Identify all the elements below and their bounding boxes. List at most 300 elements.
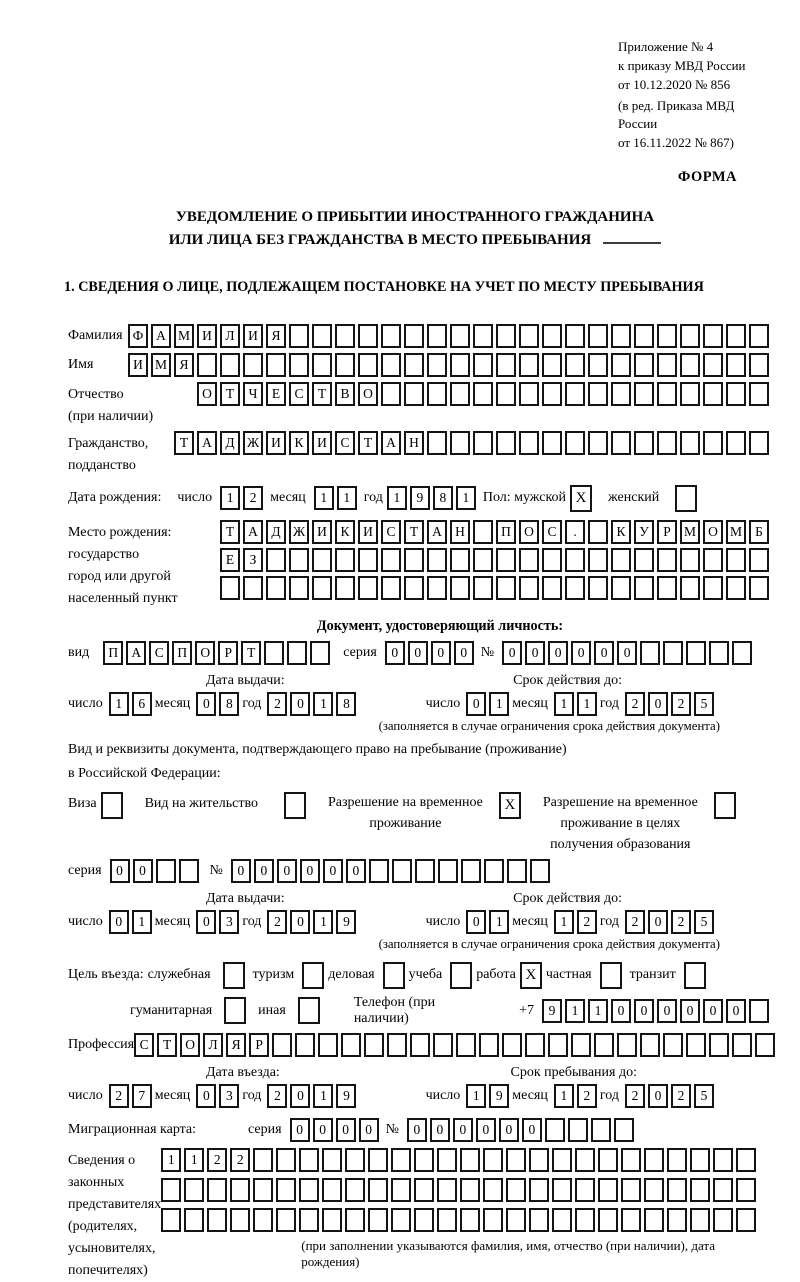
char-cell[interactable]: 0 <box>680 999 700 1023</box>
char-cell[interactable] <box>506 1148 526 1172</box>
char-cell[interactable] <box>726 382 746 406</box>
char-cell[interactable] <box>611 431 631 455</box>
char-cell[interactable]: 2 <box>230 1148 250 1172</box>
char-cell[interactable]: Н <box>404 431 424 455</box>
char-cell[interactable]: 5 <box>694 692 714 716</box>
char-cell[interactable] <box>542 324 562 348</box>
checkbox-humanitarian[interactable] <box>224 997 246 1024</box>
char-cell[interactable] <box>220 576 240 600</box>
char-cell[interactable] <box>548 1033 568 1057</box>
char-cell[interactable] <box>461 859 481 883</box>
char-cell[interactable] <box>657 548 677 572</box>
char-cell[interactable] <box>368 1148 388 1172</box>
char-cell[interactable] <box>161 1208 181 1232</box>
char-cell[interactable] <box>266 548 286 572</box>
char-cell[interactable]: М <box>174 324 194 348</box>
char-cell[interactable] <box>542 382 562 406</box>
char-cell[interactable] <box>381 353 401 377</box>
char-cell[interactable] <box>703 353 723 377</box>
char-cell[interactable]: 1 <box>314 486 334 510</box>
char-cell[interactable]: С <box>149 641 169 665</box>
char-cell[interactable]: 1 <box>313 910 333 934</box>
char-cell[interactable]: 1 <box>132 910 152 934</box>
char-cell[interactable] <box>542 353 562 377</box>
char-cell[interactable] <box>634 353 654 377</box>
char-cell[interactable] <box>726 353 746 377</box>
char-cell[interactable]: 2 <box>267 1084 287 1108</box>
char-cell[interactable]: О <box>519 520 539 544</box>
char-cell[interactable] <box>473 382 493 406</box>
char-cell[interactable] <box>450 576 470 600</box>
char-cell[interactable]: Р <box>218 641 238 665</box>
char-cell[interactable] <box>299 1208 319 1232</box>
char-cell[interactable]: К <box>289 431 309 455</box>
char-cell[interactable] <box>433 1033 453 1057</box>
char-cell[interactable] <box>713 1148 733 1172</box>
char-cell[interactable] <box>496 431 516 455</box>
char-cell[interactable] <box>749 431 769 455</box>
char-cell[interactable] <box>299 1178 319 1202</box>
char-cell[interactable]: 0 <box>502 641 522 665</box>
char-cell[interactable] <box>565 324 585 348</box>
char-cell[interactable] <box>369 859 389 883</box>
char-cell[interactable] <box>736 1148 756 1172</box>
char-cell[interactable] <box>614 1118 634 1142</box>
char-cell[interactable]: 2 <box>243 486 263 510</box>
char-cell[interactable] <box>611 353 631 377</box>
char-cell[interactable] <box>690 1178 710 1202</box>
char-cell[interactable] <box>736 1208 756 1232</box>
char-cell[interactable] <box>749 382 769 406</box>
char-cell[interactable] <box>473 324 493 348</box>
char-cell[interactable] <box>460 1178 480 1202</box>
char-cell[interactable] <box>368 1208 388 1232</box>
char-cell[interactable] <box>230 1178 250 1202</box>
char-cell[interactable]: 0 <box>277 859 297 883</box>
char-cell[interactable]: 0 <box>196 692 216 716</box>
char-cell[interactable] <box>575 1178 595 1202</box>
char-cell[interactable]: 0 <box>548 641 568 665</box>
char-cell[interactable] <box>312 353 332 377</box>
char-cell[interactable]: 0 <box>648 692 668 716</box>
char-cell[interactable]: 0 <box>454 641 474 665</box>
char-cell[interactable]: И <box>312 431 332 455</box>
checkbox-private[interactable] <box>600 962 622 989</box>
char-cell[interactable] <box>289 324 309 348</box>
char-cell[interactable]: 1 <box>466 1084 486 1108</box>
char-cell[interactable]: Т <box>312 382 332 406</box>
char-cell[interactable]: 0 <box>196 910 216 934</box>
char-cell[interactable]: 1 <box>313 1084 333 1108</box>
char-cell[interactable] <box>266 353 286 377</box>
char-cell[interactable] <box>667 1208 687 1232</box>
char-cell[interactable] <box>287 641 307 665</box>
char-cell[interactable] <box>657 382 677 406</box>
char-cell[interactable] <box>184 1178 204 1202</box>
char-cell[interactable] <box>299 1148 319 1172</box>
char-cell[interactable] <box>156 859 176 883</box>
char-cell[interactable] <box>312 548 332 572</box>
char-cell[interactable]: 2 <box>577 910 597 934</box>
char-cell[interactable] <box>709 1033 729 1057</box>
char-cell[interactable]: Я <box>174 353 194 377</box>
char-cell[interactable]: С <box>289 382 309 406</box>
char-cell[interactable]: А <box>126 641 146 665</box>
char-cell[interactable]: 0 <box>657 999 677 1023</box>
char-cell[interactable] <box>529 1208 549 1232</box>
char-cell[interactable] <box>335 576 355 600</box>
char-cell[interactable] <box>552 1208 572 1232</box>
char-cell[interactable] <box>588 548 608 572</box>
char-cell[interactable] <box>565 548 585 572</box>
checkbox-tourism[interactable] <box>302 962 324 989</box>
char-cell[interactable]: 2 <box>207 1148 227 1172</box>
char-cell[interactable]: О <box>180 1033 200 1057</box>
char-cell[interactable] <box>322 1208 342 1232</box>
char-cell[interactable] <box>726 324 746 348</box>
char-cell[interactable]: 7 <box>132 1084 152 1108</box>
char-cell[interactable] <box>552 1148 572 1172</box>
char-cell[interactable] <box>404 353 424 377</box>
char-cell[interactable] <box>663 641 683 665</box>
char-cell[interactable]: 2 <box>625 910 645 934</box>
char-cell[interactable] <box>519 431 539 455</box>
char-cell[interactable] <box>713 1178 733 1202</box>
char-cell[interactable]: Е <box>266 382 286 406</box>
char-cell[interactable]: Д <box>220 431 240 455</box>
char-cell[interactable] <box>427 431 447 455</box>
checkbox-visa[interactable] <box>101 792 123 819</box>
char-cell[interactable] <box>726 576 746 600</box>
char-cell[interactable]: 0 <box>594 641 614 665</box>
char-cell[interactable]: Д <box>266 520 286 544</box>
char-cell[interactable] <box>598 1148 618 1172</box>
char-cell[interactable] <box>611 382 631 406</box>
char-cell[interactable] <box>243 576 263 600</box>
char-cell[interactable]: О <box>197 382 217 406</box>
char-cell[interactable]: 2 <box>671 910 691 934</box>
char-cell[interactable] <box>391 1178 411 1202</box>
char-cell[interactable]: Ф <box>128 324 148 348</box>
char-cell[interactable] <box>387 1033 407 1057</box>
char-cell[interactable] <box>253 1178 273 1202</box>
char-cell[interactable]: 1 <box>313 692 333 716</box>
char-cell[interactable] <box>322 1148 342 1172</box>
char-cell[interactable] <box>364 1033 384 1057</box>
char-cell[interactable]: И <box>266 431 286 455</box>
char-cell[interactable] <box>529 1148 549 1172</box>
char-cell[interactable]: 0 <box>431 641 451 665</box>
char-cell[interactable]: 0 <box>109 910 129 934</box>
char-cell[interactable] <box>368 1178 388 1202</box>
char-cell[interactable] <box>335 548 355 572</box>
char-cell[interactable]: 0 <box>408 641 428 665</box>
char-cell[interactable] <box>197 353 217 377</box>
char-cell[interactable]: 0 <box>359 1118 379 1142</box>
char-cell[interactable] <box>594 1033 614 1057</box>
checkbox-official[interactable] <box>223 962 245 989</box>
char-cell[interactable] <box>496 576 516 600</box>
char-cell[interactable]: А <box>151 324 171 348</box>
char-cell[interactable] <box>680 353 700 377</box>
char-cell[interactable] <box>450 324 470 348</box>
char-cell[interactable] <box>644 1178 664 1202</box>
char-cell[interactable] <box>507 859 527 883</box>
char-cell[interactable] <box>483 1208 503 1232</box>
char-cell[interactable] <box>473 520 493 544</box>
char-cell[interactable] <box>703 431 723 455</box>
checkbox-business[interactable] <box>383 962 405 989</box>
char-cell[interactable] <box>713 1208 733 1232</box>
char-cell[interactable]: 1 <box>588 999 608 1023</box>
char-cell[interactable]: 0 <box>385 641 405 665</box>
char-cell[interactable]: 1 <box>554 910 574 934</box>
char-cell[interactable] <box>644 1208 664 1232</box>
char-cell[interactable] <box>473 548 493 572</box>
char-cell[interactable] <box>179 859 199 883</box>
char-cell[interactable] <box>640 1033 660 1057</box>
char-cell[interactable] <box>588 353 608 377</box>
char-cell[interactable] <box>634 576 654 600</box>
char-cell[interactable] <box>588 382 608 406</box>
char-cell[interactable] <box>404 324 424 348</box>
char-cell[interactable]: 1 <box>337 486 357 510</box>
char-cell[interactable]: Е <box>220 548 240 572</box>
char-cell[interactable] <box>502 1033 522 1057</box>
char-cell[interactable] <box>381 548 401 572</box>
char-cell[interactable]: М <box>151 353 171 377</box>
char-cell[interactable]: 1 <box>577 692 597 716</box>
char-cell[interactable]: 1 <box>109 692 129 716</box>
char-cell[interactable] <box>611 548 631 572</box>
char-cell[interactable] <box>680 548 700 572</box>
char-cell[interactable] <box>381 576 401 600</box>
char-cell[interactable] <box>621 1208 641 1232</box>
char-cell[interactable]: Я <box>266 324 286 348</box>
checkbox-work[interactable]: X <box>520 962 542 989</box>
char-cell[interactable] <box>230 1208 250 1232</box>
char-cell[interactable] <box>310 641 330 665</box>
char-cell[interactable]: О <box>195 641 215 665</box>
char-cell[interactable] <box>568 1118 588 1142</box>
char-cell[interactable] <box>680 382 700 406</box>
char-cell[interactable] <box>272 1033 292 1057</box>
char-cell[interactable] <box>519 548 539 572</box>
char-cell[interactable] <box>542 431 562 455</box>
char-cell[interactable] <box>519 353 539 377</box>
char-cell[interactable]: 9 <box>336 1084 356 1108</box>
char-cell[interactable] <box>496 382 516 406</box>
char-cell[interactable]: П <box>496 520 516 544</box>
char-cell[interactable]: 1 <box>565 999 585 1023</box>
char-cell[interactable]: М <box>726 520 746 544</box>
char-cell[interactable]: 2 <box>267 692 287 716</box>
char-cell[interactable] <box>634 548 654 572</box>
char-cell[interactable]: О <box>358 382 378 406</box>
char-cell[interactable]: 1 <box>184 1148 204 1172</box>
char-cell[interactable] <box>749 548 769 572</box>
char-cell[interactable] <box>588 520 608 544</box>
char-cell[interactable]: И <box>243 324 263 348</box>
checkbox-other[interactable] <box>298 997 320 1024</box>
char-cell[interactable] <box>575 1148 595 1172</box>
char-cell[interactable] <box>460 1208 480 1232</box>
char-cell[interactable] <box>749 353 769 377</box>
char-cell[interactable] <box>207 1208 227 1232</box>
char-cell[interactable] <box>542 548 562 572</box>
char-cell[interactable] <box>460 1148 480 1172</box>
char-cell[interactable] <box>427 548 447 572</box>
char-cell[interactable]: А <box>427 520 447 544</box>
char-cell[interactable] <box>565 353 585 377</box>
char-cell[interactable]: 0 <box>466 910 486 934</box>
char-cell[interactable]: Т <box>220 382 240 406</box>
char-cell[interactable]: 0 <box>466 692 486 716</box>
char-cell[interactable] <box>473 431 493 455</box>
char-cell[interactable]: 0 <box>323 859 343 883</box>
char-cell[interactable]: К <box>611 520 631 544</box>
char-cell[interactable] <box>414 1208 434 1232</box>
char-cell[interactable] <box>506 1178 526 1202</box>
char-cell[interactable]: Н <box>450 520 470 544</box>
char-cell[interactable] <box>588 576 608 600</box>
char-cell[interactable] <box>404 382 424 406</box>
char-cell[interactable] <box>335 324 355 348</box>
char-cell[interactable] <box>473 576 493 600</box>
char-cell[interactable]: 0 <box>648 910 668 934</box>
char-cell[interactable] <box>276 1208 296 1232</box>
char-cell[interactable]: И <box>197 324 217 348</box>
checkbox-study[interactable] <box>450 962 472 989</box>
char-cell[interactable] <box>519 576 539 600</box>
char-cell[interactable]: 0 <box>476 1118 496 1142</box>
char-cell[interactable] <box>318 1033 338 1057</box>
char-cell[interactable] <box>755 1033 775 1057</box>
char-cell[interactable] <box>289 548 309 572</box>
char-cell[interactable]: 8 <box>433 486 453 510</box>
char-cell[interactable] <box>667 1178 687 1202</box>
char-cell[interactable]: 0 <box>290 692 310 716</box>
char-cell[interactable]: 2 <box>109 1084 129 1108</box>
char-cell[interactable] <box>611 576 631 600</box>
char-cell[interactable] <box>519 324 539 348</box>
char-cell[interactable] <box>621 1178 641 1202</box>
char-cell[interactable]: О <box>703 520 723 544</box>
char-cell[interactable]: Ж <box>289 520 309 544</box>
char-cell[interactable] <box>611 324 631 348</box>
char-cell[interactable] <box>410 1033 430 1057</box>
char-cell[interactable]: 3 <box>219 1084 239 1108</box>
char-cell[interactable]: И <box>358 520 378 544</box>
char-cell[interactable] <box>575 1208 595 1232</box>
char-cell[interactable] <box>243 353 263 377</box>
char-cell[interactable] <box>335 353 355 377</box>
char-cell[interactable] <box>496 353 516 377</box>
checkbox-transit[interactable] <box>684 962 706 989</box>
char-cell[interactable] <box>545 1118 565 1142</box>
char-cell[interactable] <box>732 1033 752 1057</box>
char-cell[interactable]: 0 <box>525 641 545 665</box>
char-cell[interactable]: 5 <box>694 910 714 934</box>
char-cell[interactable] <box>496 324 516 348</box>
char-cell[interactable]: Т <box>404 520 424 544</box>
char-cell[interactable] <box>732 641 752 665</box>
char-cell[interactable] <box>634 324 654 348</box>
char-cell[interactable]: 0 <box>346 859 366 883</box>
char-cell[interactable] <box>529 1178 549 1202</box>
char-cell[interactable] <box>220 353 240 377</box>
char-cell[interactable]: 0 <box>336 1118 356 1142</box>
char-cell[interactable] <box>565 382 585 406</box>
char-cell[interactable] <box>680 576 700 600</box>
char-cell[interactable]: К <box>335 520 355 544</box>
char-cell[interactable] <box>392 859 412 883</box>
char-cell[interactable]: 0 <box>231 859 251 883</box>
char-cell[interactable]: 5 <box>694 1084 714 1108</box>
char-cell[interactable] <box>530 859 550 883</box>
char-cell[interactable]: 8 <box>336 692 356 716</box>
char-cell[interactable] <box>542 576 562 600</box>
char-cell[interactable] <box>437 1208 457 1232</box>
char-cell[interactable] <box>450 382 470 406</box>
char-cell[interactable]: И <box>312 520 332 544</box>
char-cell[interactable] <box>703 324 723 348</box>
char-cell[interactable]: 0 <box>611 999 631 1023</box>
char-cell[interactable] <box>680 324 700 348</box>
char-cell[interactable] <box>726 431 746 455</box>
char-cell[interactable]: 2 <box>577 1084 597 1108</box>
char-cell[interactable]: 0 <box>313 1118 333 1142</box>
char-cell[interactable]: 3 <box>219 910 239 934</box>
char-cell[interactable] <box>640 641 660 665</box>
char-cell[interactable]: Т <box>174 431 194 455</box>
char-cell[interactable] <box>427 324 447 348</box>
char-cell[interactable] <box>427 382 447 406</box>
char-cell[interactable] <box>525 1033 545 1057</box>
char-cell[interactable] <box>161 1178 181 1202</box>
char-cell[interactable]: И <box>128 353 148 377</box>
char-cell[interactable]: Я <box>226 1033 246 1057</box>
char-cell[interactable] <box>289 576 309 600</box>
char-cell[interactable] <box>358 324 378 348</box>
char-cell[interactable] <box>644 1148 664 1172</box>
char-cell[interactable]: 0 <box>290 1084 310 1108</box>
char-cell[interactable]: 1 <box>554 692 574 716</box>
char-cell[interactable] <box>345 1208 365 1232</box>
char-cell[interactable] <box>322 1178 342 1202</box>
checkbox-temp-residence[interactable]: X <box>499 792 521 819</box>
char-cell[interactable] <box>736 1178 756 1202</box>
char-cell[interactable]: 0 <box>430 1118 450 1142</box>
char-cell[interactable] <box>519 382 539 406</box>
char-cell[interactable]: 0 <box>571 641 591 665</box>
char-cell[interactable] <box>484 859 504 883</box>
char-cell[interactable]: 0 <box>196 1084 216 1108</box>
char-cell[interactable] <box>749 999 769 1023</box>
char-cell[interactable]: 0 <box>254 859 274 883</box>
char-cell[interactable]: 0 <box>617 641 637 665</box>
char-cell[interactable]: 2 <box>625 1084 645 1108</box>
char-cell[interactable] <box>358 353 378 377</box>
char-cell[interactable]: А <box>197 431 217 455</box>
char-cell[interactable] <box>483 1178 503 1202</box>
char-cell[interactable] <box>207 1178 227 1202</box>
char-cell[interactable] <box>427 576 447 600</box>
char-cell[interactable] <box>415 859 435 883</box>
char-cell[interactable]: 8 <box>219 692 239 716</box>
char-cell[interactable] <box>565 431 585 455</box>
char-cell[interactable] <box>657 353 677 377</box>
